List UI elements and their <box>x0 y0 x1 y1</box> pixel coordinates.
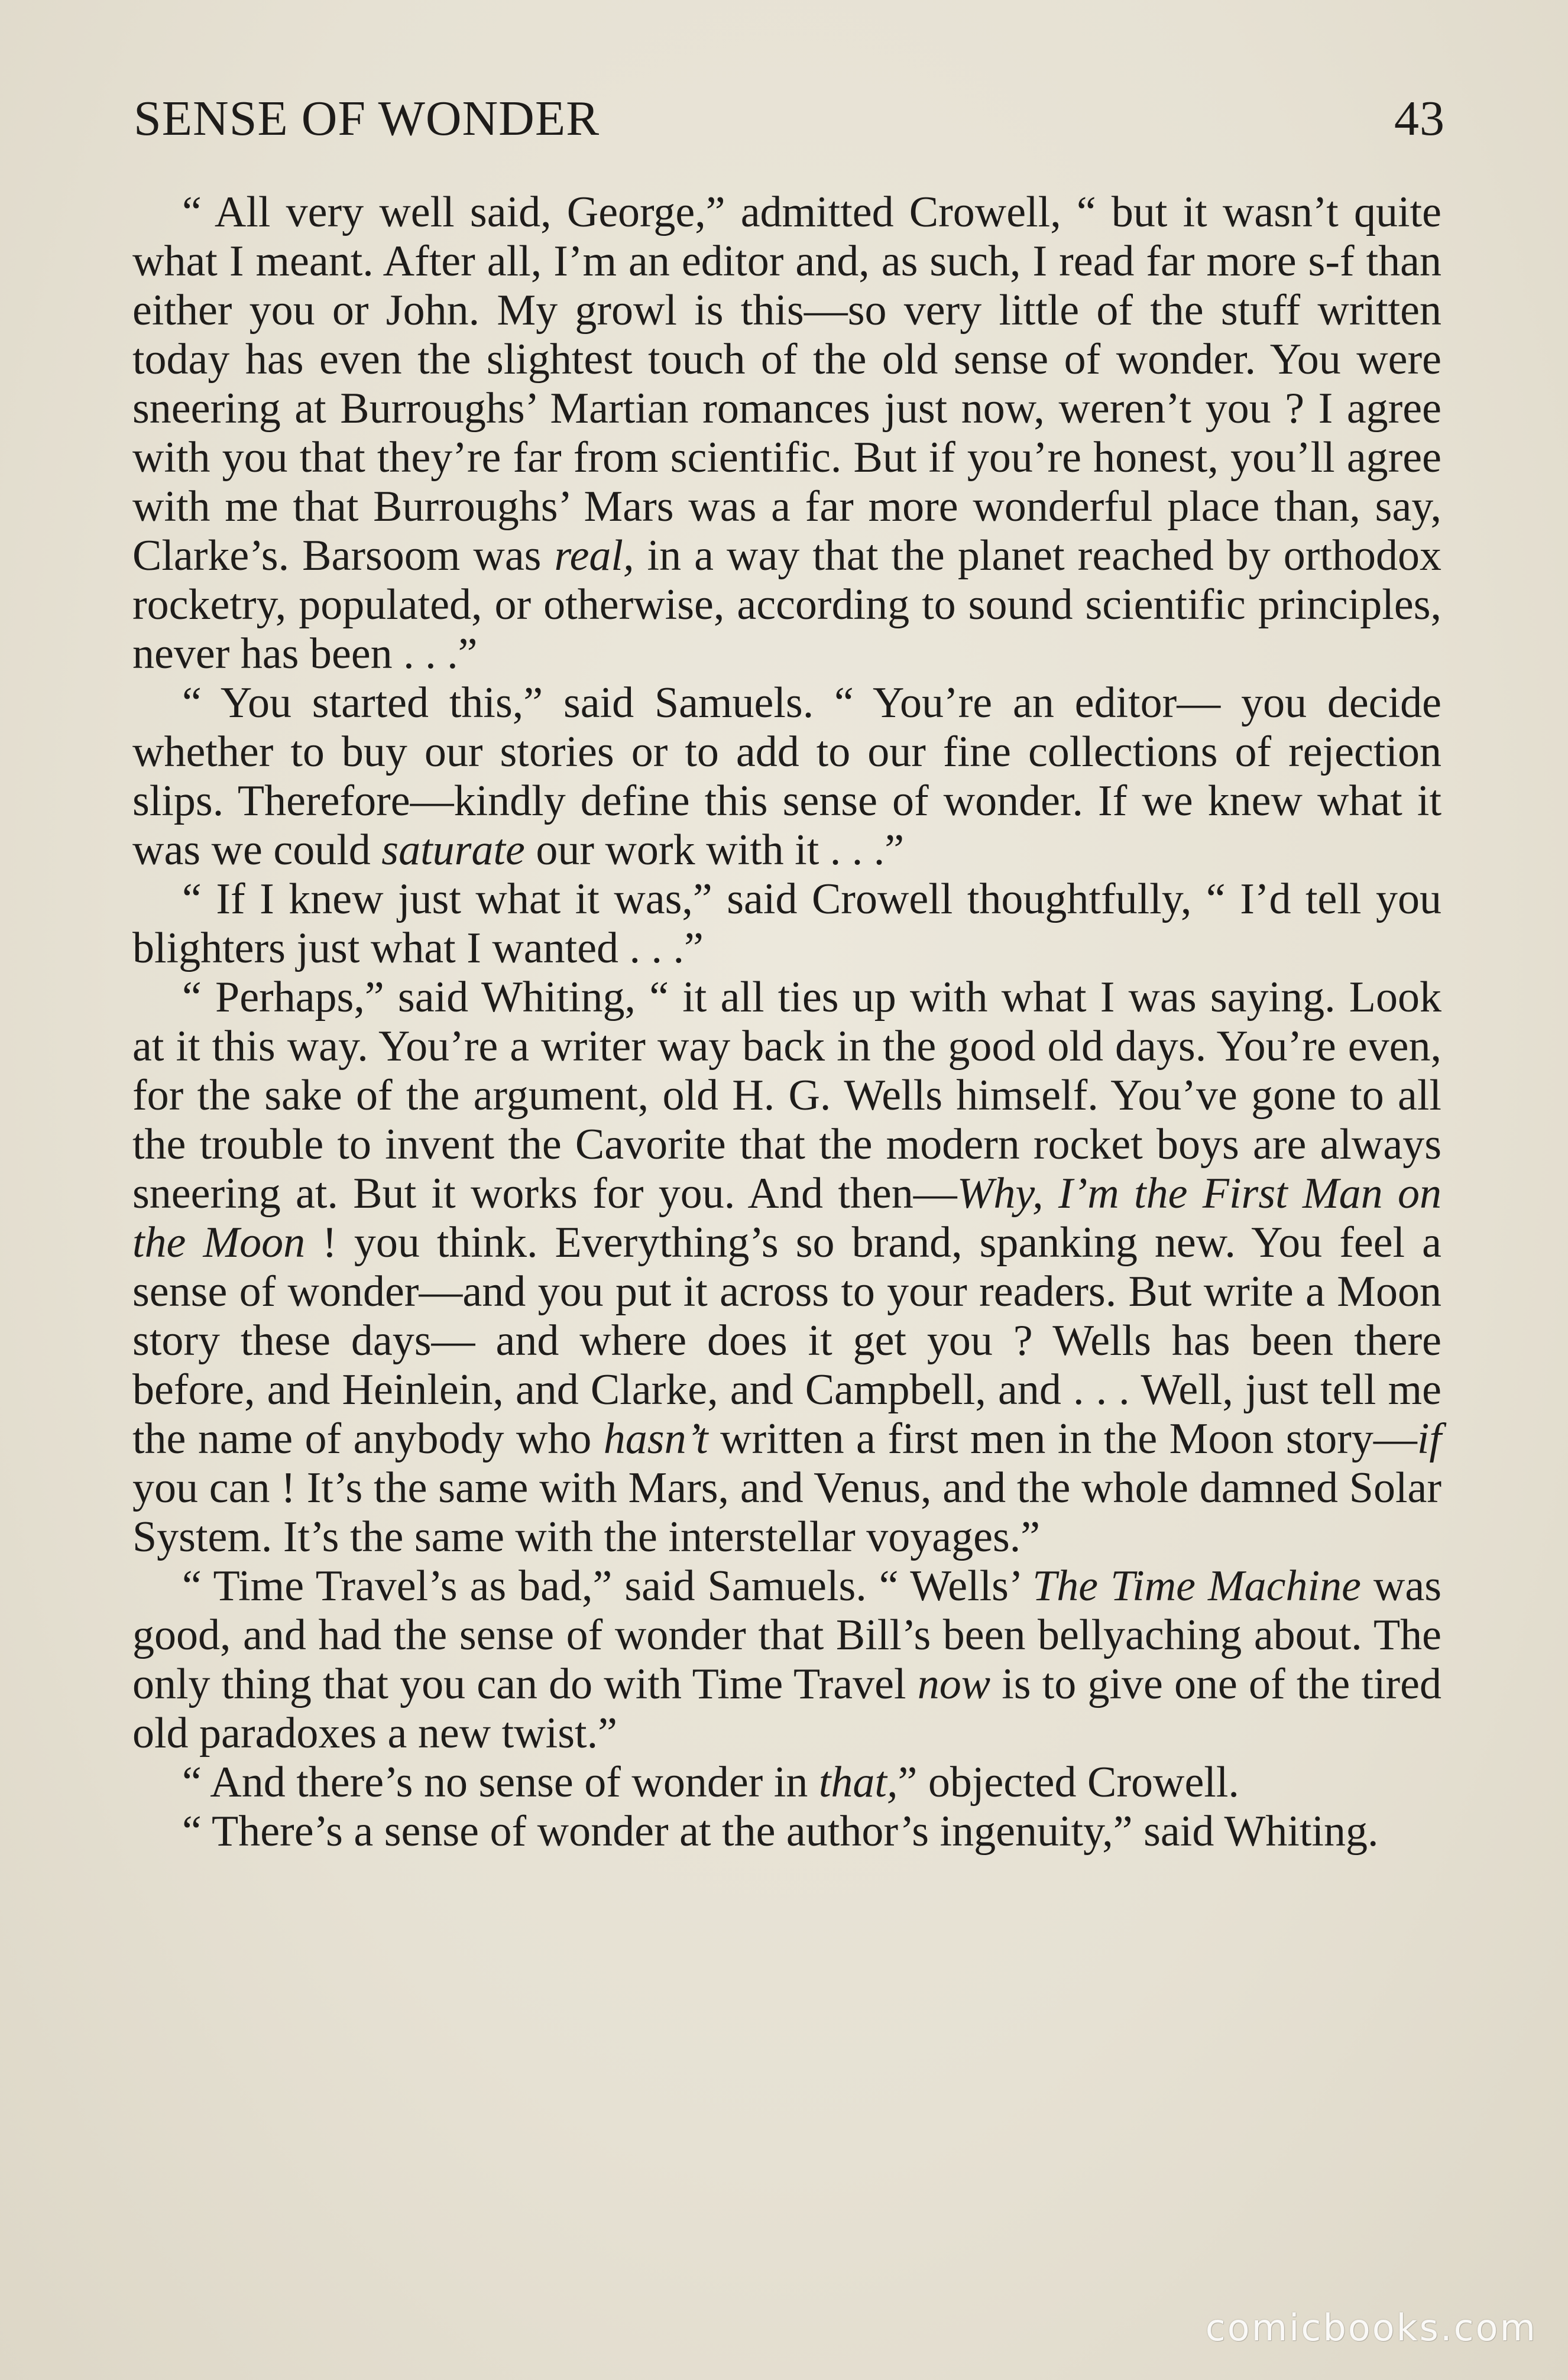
running-title: SENSE OF WONDER <box>134 91 600 146</box>
page-header <box>134 90 1445 155</box>
body-text <box>132 188 1441 1856</box>
paragraph-4: “ Perhaps,” said Whiting, “ it all ties up with what I was saying. Look at it this way. You’re a writer way back in the good old days. You’re even, for the sake of the argument, old H. G. Wells himself. You’ve gone to all the trouble to invent the Cavorite that the modern rocket boys are always sneering at. But it works for you. And then—Why, I’m the First Man on the Moon ! you think. Everything’s so brand, spanking new. You feel a sense of wonder—and you put it across to your readers. But write a Moon story these days— and where does it get you ? Wells has been there before, and Heinlein, and Clarke, and Campbell, and . . . Well, just tell me the name of anybody who hasn’t written a first men in the Moon story—if you can ! It’s the same with Mars, and Venus, and the whole damned Solar System. It’s the same with the interstellar voyages.” <box>132 973 1441 1561</box>
paragraph-1: “ All very well said, George,” admitted Crowell, “ but it wasn’t quite what I meant. After all, I’m an editor and, as such, I read far more s-f than either you or John. My growl is this—so very little of the stuff written today has even the slightest touch of the old sense of wonder. You were sneering at Burroughs’ Martian romances just now, weren’t you ? I agree with you that they’re far from scientific. But if you’re honest, you’ll agree with me that Burroughs’ Mars was a far more wonderful place than, say, Clarke’s. Barsoom was real, in a way that the planet reached by orthodox rocketry, populated, or otherwise, according to sound scientific principles, never has been . . .” <box>132 188 1441 678</box>
watermark: comicbooks.com <box>1205 2306 1537 2349</box>
paragraph-3: “ If I knew just what it was,” said Crowell thoughtfully, “ I’d tell you blighters just what I wanted . . .” <box>132 875 1441 972</box>
paragraph-6: “ And there’s no sense of wonder in that,” objected Crowell. <box>182 1758 1239 1807</box>
paragraph-2: “ You started this,” said Samuels. “ You’re an editor— you decide whether to buy our stories or to add to our fine collections of rejection slips. Therefore—kindly define this sense of wonder. If we knew what it was we could saturate our work with it . . .” <box>132 679 1441 874</box>
page-number: 43 <box>1394 91 1445 146</box>
paragraph-7: “ There’s a sense of wonder at the author’s ingenuity,” said Whiting. <box>182 1807 1379 1856</box>
paragraph-5: “ Time Travel’s as bad,” said Samuels. “ Wells’ The Time Machine was good, and had the sense of wonder that Bill’s been bellyaching about. The only thing that you can do with Time Travel now is to give one of the tired old paradoxes a new twist.” <box>132 1562 1441 1758</box>
